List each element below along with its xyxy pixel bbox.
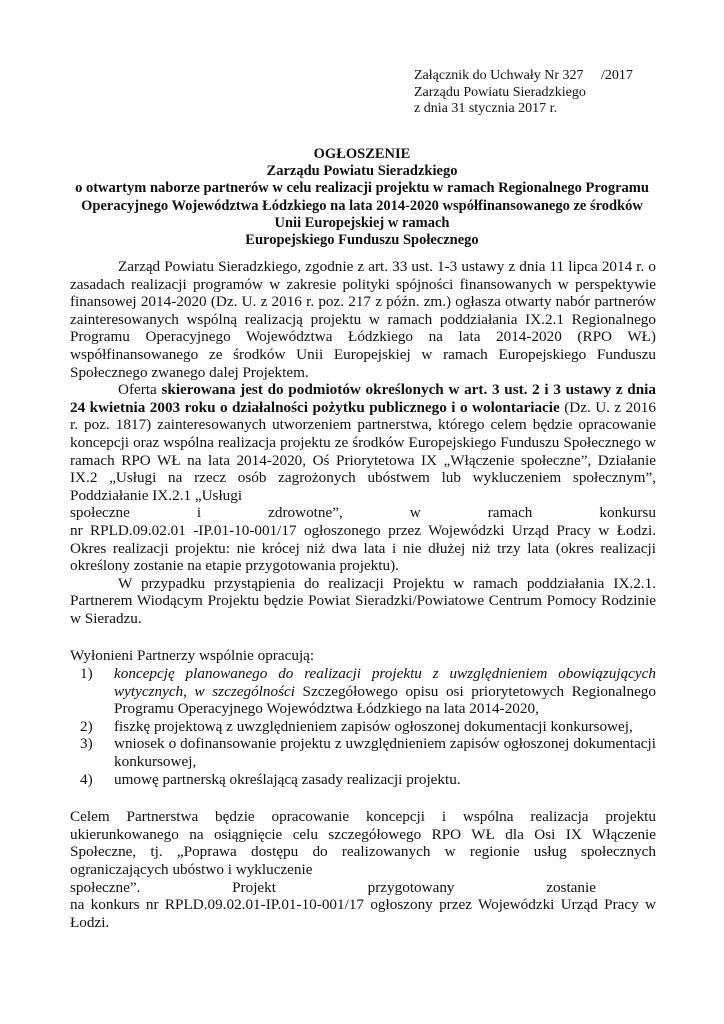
annex-line-2: Zarządu Powiatu Sieradzkiego: [414, 84, 586, 100]
closing-spread-line: [70, 879, 656, 897]
heading-title: OGŁOSZENIE: [313, 146, 411, 162]
list-item-text: umowę partnerską określającą zasady realizacji projektu.: [114, 770, 461, 788]
list-intro: Wyłonieni Partnerzy wspólnie opracują:: [70, 647, 315, 665]
list-item-text: fiszkę projektową z uwzględnieniem zapisów ogłoszonej dokumentacji konkursowej,: [114, 717, 633, 735]
offer-tail: nr RPLD.09.02.01 -IP.01-10-001/17 ogłoszonego przez Wojewódzki Urząd Pracy w Łodzi. Okres realizacji projektu: nie krócej niż dwa lata i nie dłużej niż trzy lata (okres realizacji określony zostanie na etapie przygotowania projektu).: [70, 521, 656, 575]
spread-word: społeczne”.: [70, 878, 141, 896]
heading-line-4: Operacyjnego Województwa Łódzkiego na lata 2014-2020 współfinansowanego ze środków: [81, 197, 643, 214]
list-number: 2): [80, 717, 93, 735]
announcement-heading: [60, 146, 664, 249]
list-number: 1): [80, 665, 93, 683]
spacer: [70, 788, 656, 808]
offer-spread-line: [70, 504, 656, 522]
list-item: [70, 665, 656, 718]
spread-word: społeczne: [70, 504, 130, 522]
spacer: [70, 627, 656, 647]
annex-header: [414, 68, 633, 118]
heading-line-6: Europejskiego Funduszu Społecznego: [245, 232, 479, 249]
offer-rest: (Dz. U. z 2016 r. poz. 1817) zainteresowanych utworzeniem partnerstwa, którego celem będzie opracowanie koncepcji oraz wspólna realizacja projektu ze środków Europejskiego Funduszu Społecznego w ramach RPO WŁ na lata 2014-2020, Oś Priorytetowa IX „Włączenie społeczne”, Działanie IX.2 „Usługi na rzecz osób zagrożonych ubóstwem lub wykluczeniem społecznym”, Poddziałanie IX.2.1 „Usługi: [70, 398, 656, 504]
partner-tasks-list: [70, 665, 656, 788]
spread-word: w: [409, 504, 421, 522]
offer-lead: Oferta: [118, 381, 162, 399]
spread-word: zostanie: [546, 878, 596, 896]
heading-line-3: o otwartym naborze partnerów w celu realizacji projektu w ramach Regionalnego Programu: [75, 180, 649, 197]
paragraph-closing: Celem Partnerstwa będzie opracowanie koncepcji i wspólna realizacja projektu ukierunkowanego na osiągnięcie celu szczegółowego RPO WŁ dla Osi IX Włączenie Społeczne, tj. „Poprawa dostępu do realizowanych w regionie usług społecznych ograniczających ubóstwo i wykluczenie: [70, 808, 656, 878]
spread-word: konkursu: [599, 504, 656, 522]
list-item: [70, 718, 656, 736]
spread-word: zdrowotne”,: [268, 504, 343, 522]
paragraph-offer: [70, 381, 656, 504]
paragraph-lead-partner: W przypadku przystąpienia do realizacji Projektu w ramach poddziałania IX.2.1. Partnerem Wiodącym Projektu będzie Powiat Sieradzki/Powiatowe Centrum Pomocy Rodzinie w Sieradzu.: [70, 574, 656, 627]
heading-line-5: Unii Europejskiej w ramach: [274, 214, 450, 231]
spread-word: Projekt: [232, 878, 276, 896]
list-number: 4): [80, 770, 93, 788]
spread-word: przygotowany: [367, 878, 455, 896]
annex-line-1: Załącznik do Uchwały Nr 327 /2017: [414, 68, 633, 83]
closing-tail: na konkurs nr RPLD.09.02.01-IP.01-10-001/17 ogłoszony przez Wojewódzki Urząd Pracy w Łodzi.: [70, 896, 656, 931]
list-item-italic: koncepcję planowanego do realizacji projektu z uwzględnieniem obowiązujących wytycznych, w szczególności: [114, 665, 656, 700]
list-number: 3): [80, 735, 93, 753]
spread-word: ramach: [487, 504, 533, 522]
list-item: [70, 735, 656, 770]
spread-word: i: [196, 504, 202, 522]
offer-bold: skierowana jest do podmiotów określonych w art. 3 ust. 2 i 3 ustawy z dnia 24 kwietnia 2003 roku o działalności pożytku publicznego i o wolontariacie: [70, 381, 656, 416]
annex-line-3: z dnia 31 stycznia 2017 r.: [414, 101, 558, 117]
list-item-text: Szczegółowego opisu osi priorytetowych Regionalnego Programu Operacyjnego Województwa Łódzkiego na lata 2014-2020,: [114, 682, 656, 718]
list-item: [70, 771, 656, 789]
paragraph-intro: Zarząd Powiatu Sieradzkiego, zgodnie z art. 33 ust. 1-3 ustawy z dnia 11 lipca 2014 r. o zasadach realizacji programów w zakresie polityki spójności finansowanych w perspektywie finansowej 2014-2020 (Dz. U. z 2016 r. poz. 217 z późn. zm.) ogłasza otwarty nabór partnerów zainteresowanych wspólną realizacją projektu w ramach poddziałania IX.2.1 Regionalnego Programu Operacyjnego Województwa Łódzkiego na lata 2014-2020 (RPO WŁ) współfinansowanego ze środków Unii Europejskiej w ramach Europejskiego Funduszu Społecznego zwanego dalej Projektem.: [70, 258, 656, 381]
heading-line-2: Zarządu Powiatu Sieradzkiego: [266, 163, 458, 180]
document-body: [70, 258, 656, 931]
list-item-text: wniosek o dofinansowanie projektu z uwzględnieniem zapisów ogłoszonej dokumentacji konkursowej,: [114, 735, 656, 771]
